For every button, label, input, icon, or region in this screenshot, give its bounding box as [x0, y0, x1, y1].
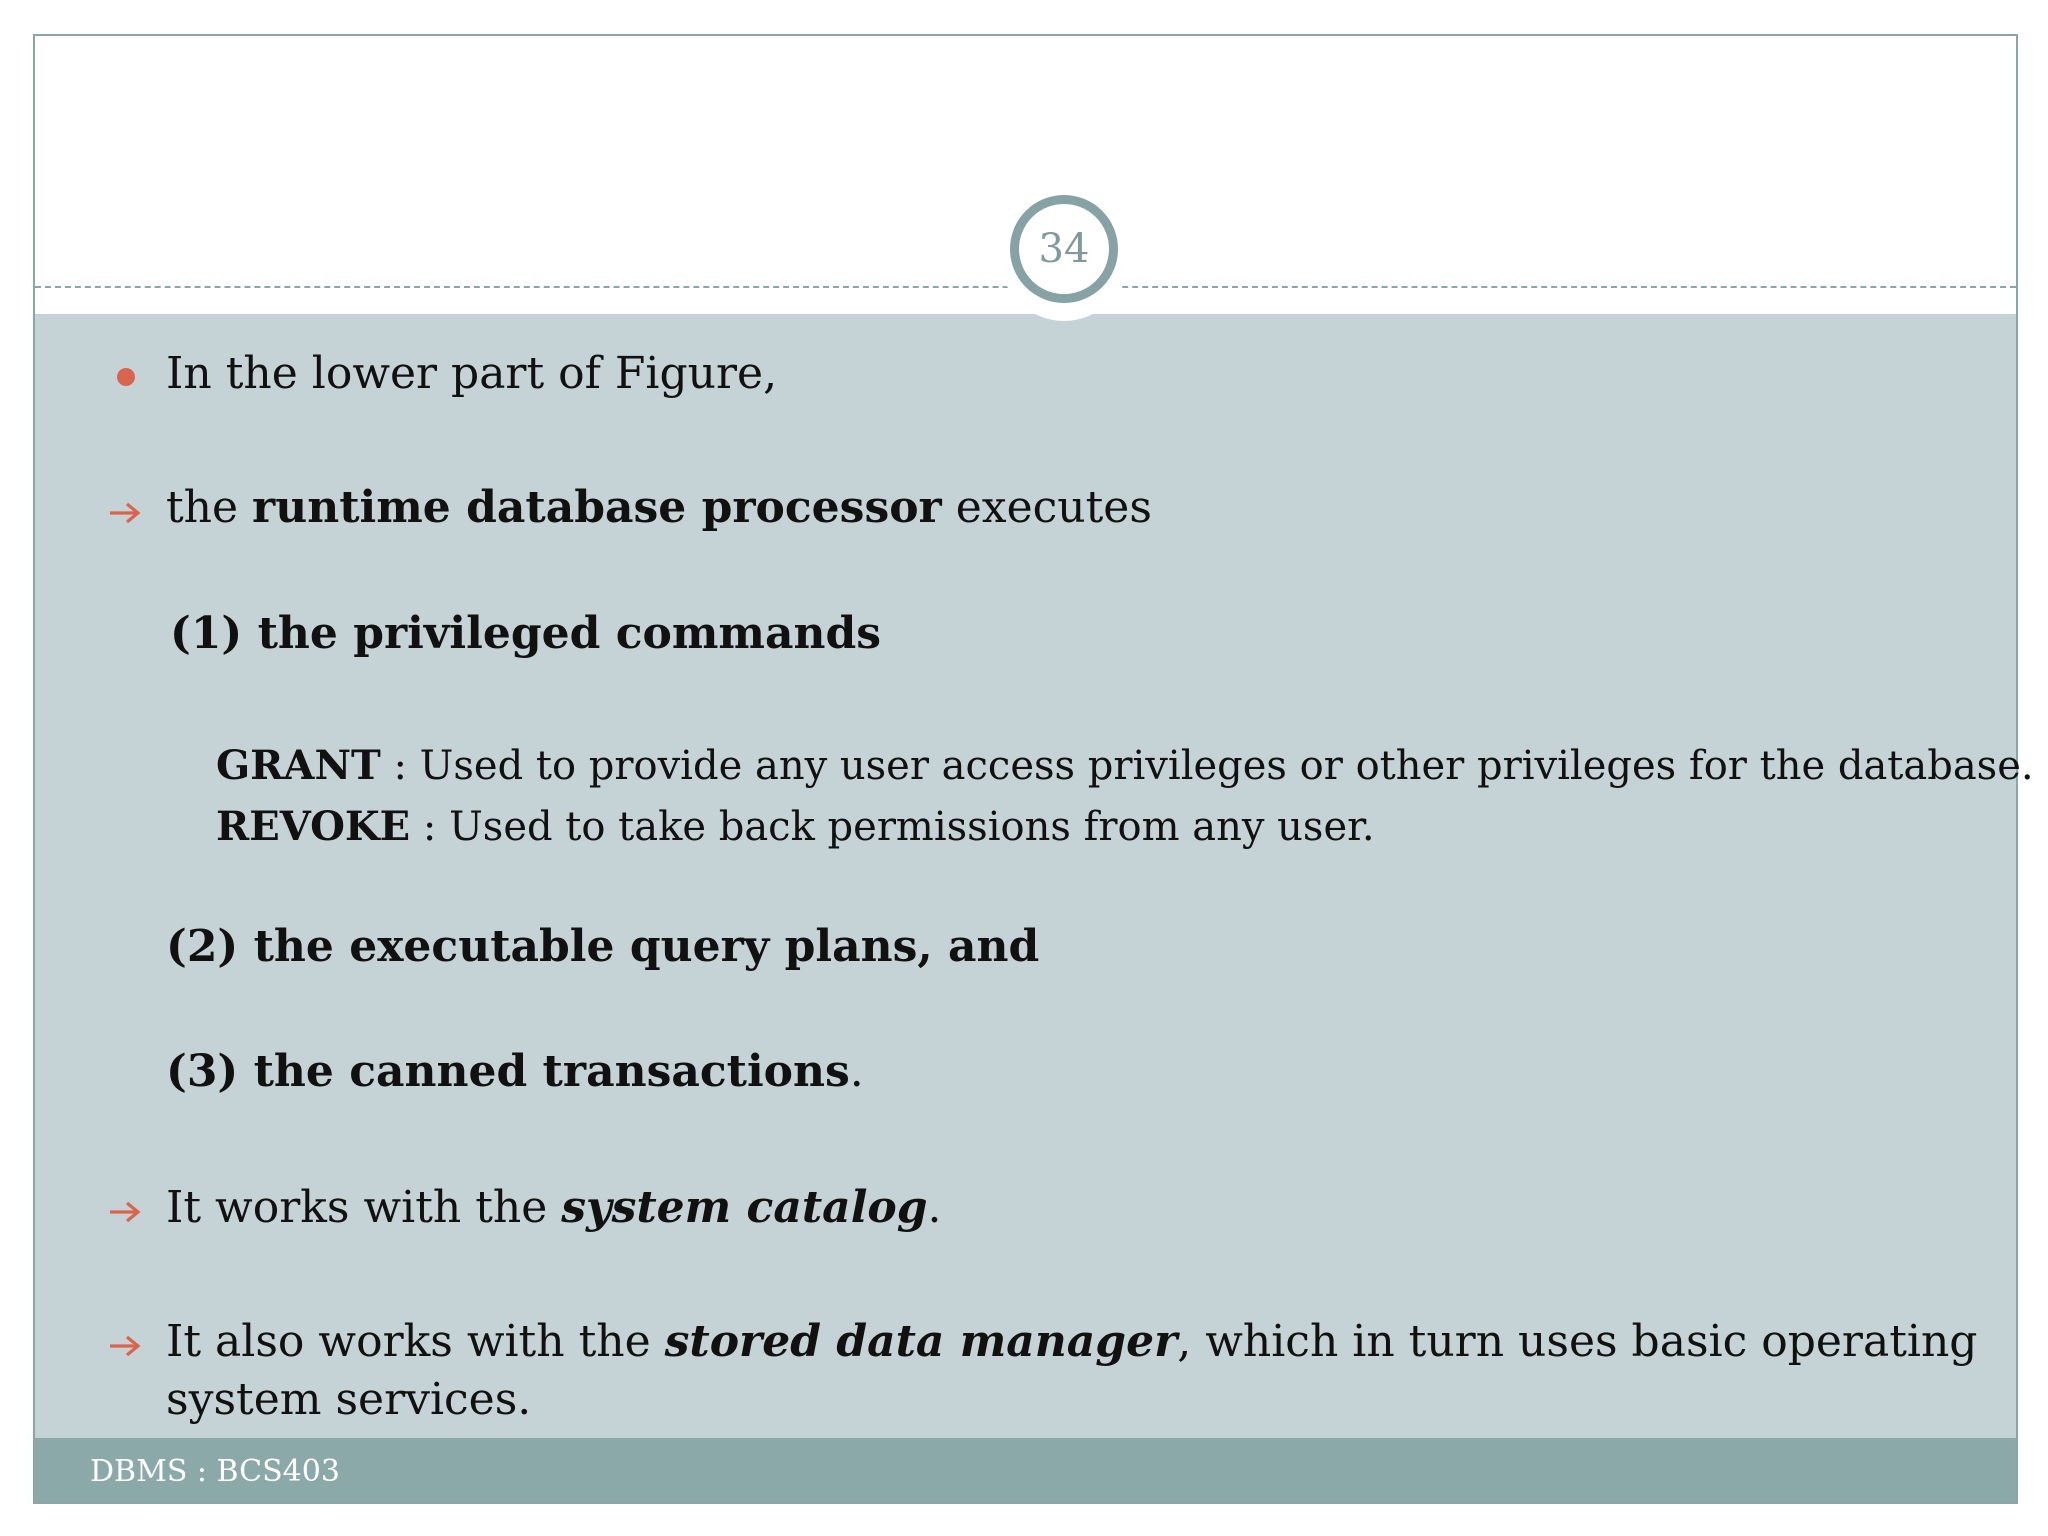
item-privileged-commands: (1) the privileged commands [170, 608, 881, 659]
runtime-processor-term: runtime database processor [252, 482, 942, 533]
system-catalog-term: system catalog [561, 1182, 928, 1233]
right-arrow-icon [107, 1200, 143, 1224]
bullet-line-lower-part: In the lower part of Figure, [166, 348, 778, 399]
circle-bullet-icon [117, 368, 135, 386]
slide-footer [35, 1438, 2016, 1504]
footer-course-code: DBMS : BCS403 [90, 1454, 340, 1489]
right-arrow-icon [107, 501, 143, 525]
item-executable-query-plans: (2) the executable query plans, and [166, 921, 1040, 972]
runtime-processor-line: the runtime database processor executes [166, 482, 1152, 533]
page-number: 34 [1038, 226, 1090, 272]
stored-data-manager-continuation: system services. [166, 1374, 532, 1425]
item-canned-transactions: (3) the canned transactions. [166, 1046, 864, 1097]
right-arrow-icon [107, 1334, 143, 1358]
grant-keyword: GRANT [216, 742, 381, 789]
revoke-keyword: REVOKE [216, 803, 411, 850]
grant-definition: GRANT : Used to provide any user access privileges or other privileges for the database. [216, 742, 2034, 789]
stored-data-manager-term: stored data manager [664, 1316, 1178, 1367]
revoke-definition: REVOKE : Used to take back permissions from any user. [216, 803, 1375, 850]
page-number-badge [1010, 195, 1118, 303]
stored-data-manager-line: It also works with the stored data manager, which in turn uses basic operating [166, 1316, 1978, 1367]
system-catalog-line: It works with the system catalog. [166, 1182, 942, 1233]
